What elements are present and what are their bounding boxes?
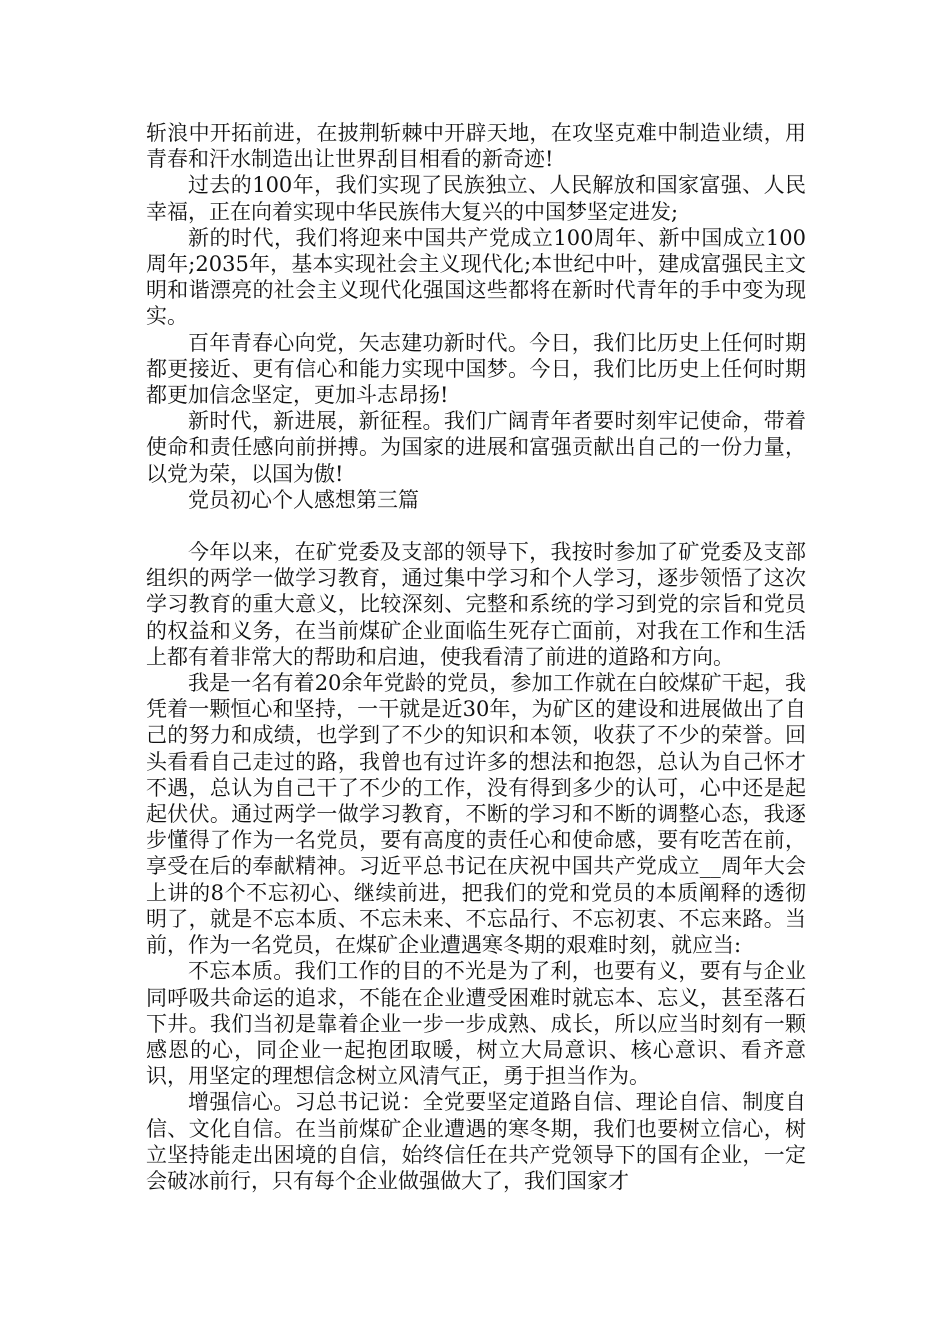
section-heading: 党员初心个人感想第三篇 xyxy=(188,487,419,512)
blank-line xyxy=(146,513,806,539)
paragraph: 不忘本质。我们工作的目的不光是为了利，也要有义，要有与企业同呼吸共命运的追求，不能在企业遭受困难时就忘本、忘义，甚至落石下井。我们当初是靠着企业一步一步成熟、成长，所以应当时刻有一颗感恩的心，同企业一起抱团取暖，树立大局意识、核心意识、看齐意识，用坚定的理想信念树立风清气正，勇于担当作为。 xyxy=(146,959,806,1089)
paragraph: 我是一名有着20余年党龄的党员，参加工作就在白皎煤矿干起，我凭着一颗恒心和坚持，一干就是近30年，为矿区的建设和进展做出了自己的努力和成绩，也学到了不少的知识和本领，收获了不少的荣誉。回头看看自己走过的路，我曾也有过许多的想法和抱怨，总认为自己怀才不遇，总认为自己干了不少的工作，没有得到多少的认可，心中还是起起伏伏。通过两学一做学习教育，不断的学习和不断的调整心态，我逐步懂得了作为一名党员，要有高度的责任心和使命感，要有吃苦在前，享受在后的奉献精神。习近平总书记在庆祝中国共产党成立__周年大会上讲的8个不忘初心、继续前进，把我们的党和党员的本质阐释的透彻明了，就是不忘本质、不忘未来、不忘品行、不忘初衷、不忘来路。当前，作为一名党员，在煤矿企业遭遇寒冬期的艰难时刻，就应当: xyxy=(146,671,806,958)
paragraph: 今年以来，在矿党委及支部的领导下，我按时参加了矿党委及支部组织的两学一做学习教育，通过集中学习和个人学习，逐步领悟了这次学习教育的重大意义，比较深刻、完整和系统的学习到党的宗旨和党员的权益和义务，在当前煤矿企业面临生死存亡面前，对我在工作和生活上都有着非常大的帮助和启迪，使我看清了前进的道路和方向。 xyxy=(146,540,806,669)
paragraph: 新时代，新进展，新征程。我们广阔青年者要时刻牢记使命，带着使命和责任感向前拼搏。为国家的进展和富强贡献出自己的一份力量，以党为荣，以国为傲! xyxy=(146,409,806,486)
paragraph: 增强信心。习总书记说：全党要坚定道路自信、理论自信、制度自信、文化自信。在当前煤矿企业遭遇的寒冬期，我们也要树立信心，树立坚持能走出困境的自信，始终信任在共产党领导下的国有企业，一定会破冰前行，只有每个企业做强做大了，我们国家才 xyxy=(146,1090,806,1193)
paragraph: 百年青春心向党，矢志建功新时代。今日，我们比历史上任何时期都更接近、更有信心和能力实现中国梦。今日，我们比历史上任何时期都更加信念坚定，更加斗志昂扬! xyxy=(146,330,806,408)
document-page xyxy=(146,120,806,1194)
paragraph: 过去的100年，我们实现了民族独立、人民解放和国家富强、人民幸福，正在向着实现中华民族伟大复兴的中国梦坚定进发; xyxy=(146,173,806,224)
paragraph: 斩浪中开拓前进，在披荆斩棘中开辟天地，在攻坚克难中制造业绩，用青春和汗水制造出让世界刮目相看的新奇迹! xyxy=(146,121,806,172)
paragraph: 新的时代，我们将迎来中国共产党成立100周年、新中国成立100周年;2035年，基本实现社会主义现代化;本世纪中叶，建成富强民主文明和谐漂亮的社会主义现代化强国这些都将在新时代青年的手中变为现实。 xyxy=(146,225,806,329)
